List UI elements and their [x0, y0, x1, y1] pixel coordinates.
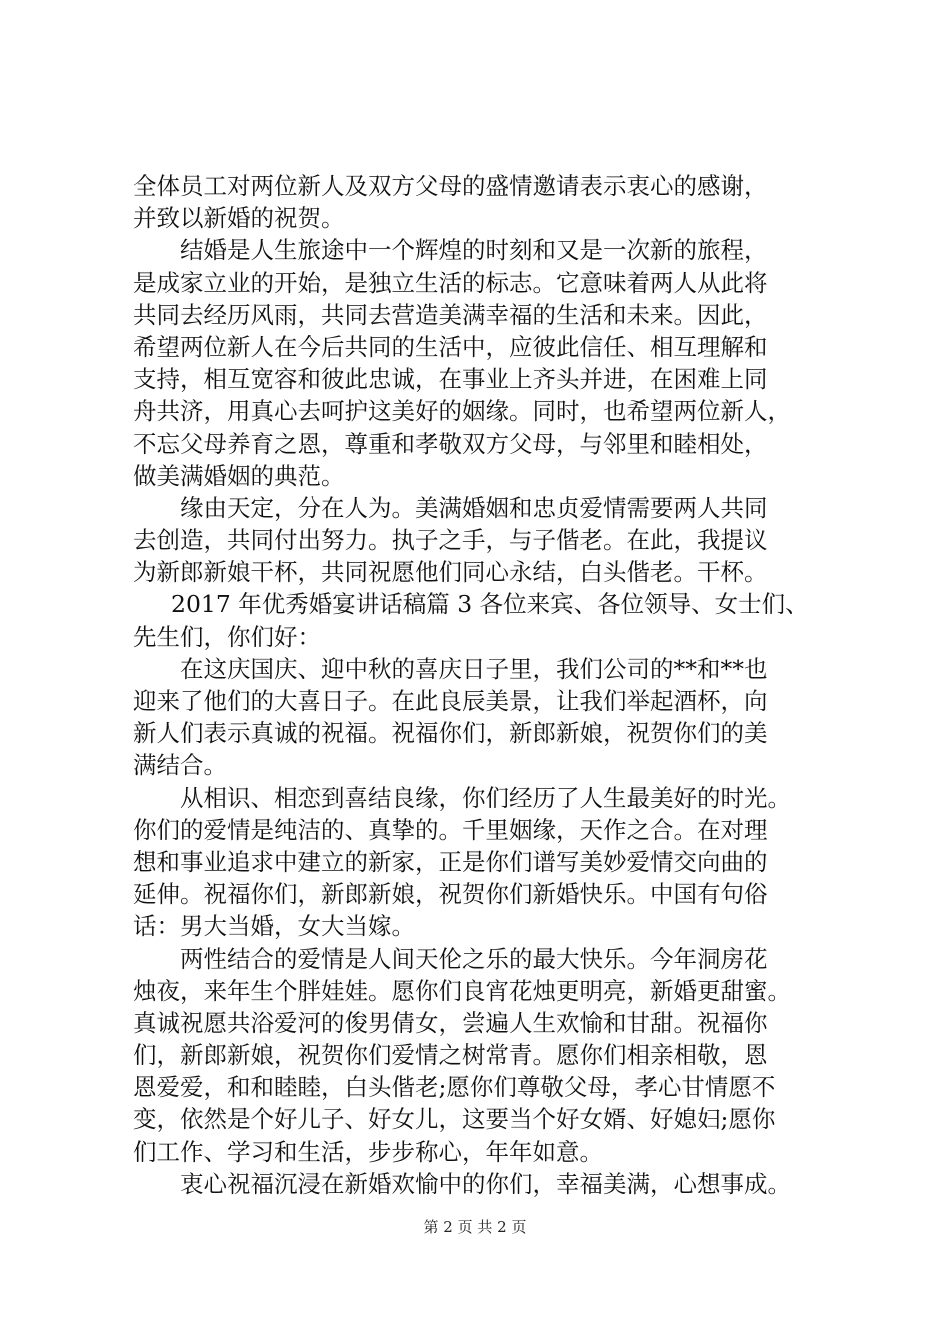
- text-line: 先生们，你们好：: [133, 622, 321, 651]
- text-line: 为新郎新娘干杯，共同祝愿他们同心永结，白头偕老。干杯。: [133, 558, 768, 587]
- text-line: 们工作、学习和生活，步步称心，年年如意。: [133, 1137, 603, 1166]
- text-line: 是成家立业的开始，是独立生活的标志。它意味着两人从此将: [133, 268, 768, 297]
- text-line: 衷心祝福沉浸在新婚欢愉中的你们，幸福美满，心想事成。: [180, 1169, 791, 1198]
- text-line: 全体员工对两位新人及双方父母的盛情邀请表示衷心的感谢，: [133, 172, 768, 200]
- text-line: 做美满婚姻的典范。: [133, 461, 345, 490]
- text-line: 变，依然是个好儿子、好女儿，这要当个好女婿、好媳妇;愿你: [133, 1105, 776, 1134]
- text-line: 从相识、相恋到喜结良缘，你们经历了人生最美好的时光。: [180, 783, 791, 812]
- text-line: 共同去经历风雨，共同去营造美满幸福的生活和未来。因此，: [133, 300, 768, 329]
- text-line: 真诚祝愿共浴爱河的俊男倩女，尝遍人生欢愉和甘甜。祝福你: [133, 1008, 768, 1037]
- text-line: 想和事业追求中建立的新家，正是你们谱写美妙爱情交向曲的: [133, 847, 768, 876]
- text-line: 话：男大当婚，女大当嫁。: [133, 912, 415, 941]
- text-line: 烛夜，来年生个胖娃娃。愿你们良宵花烛更明亮，新婚更甜蜜。: [133, 976, 791, 1005]
- text-line: 两性结合的爱情是人间天伦之乐的最大快乐。今年洞房花: [180, 944, 768, 973]
- text-line: 结婚是人生旅途中一个辉煌的时刻和又是一次新的旅程，: [180, 236, 768, 265]
- text-line: 2017 年优秀婚宴讲话稿篇 3 各位来宾、各位领导、女士们、: [171, 590, 809, 619]
- document-body: [133, 170, 833, 1200]
- text-line: 满结合。: [133, 751, 227, 780]
- page-number-footer: 第 2 页 共 2 页: [423, 1218, 527, 1236]
- text-line: 不忘父母养育之恩，尊重和孝敬双方父母，与邻里和睦相处，: [133, 429, 768, 458]
- text-line: 延伸。祝福你们，新郎新娘，祝贺你们新婚快乐。中国有句俗: [133, 880, 768, 909]
- text-line: 支持，相互宽容和彼此忠诚，在事业上齐头并进，在困难上同: [133, 365, 768, 394]
- text-line: 新人们表示真诚的祝福。祝福你们，新郎新娘，祝贺你们的美: [133, 719, 768, 748]
- text-line: 舟共济，用真心去呵护这美好的姻缘。同时，也希望两位新人，: [133, 397, 791, 426]
- text-line: 们，新郎新娘，祝贺你们爱情之树常青。愿你们相亲相敬，恩: [133, 1041, 768, 1070]
- text-line: 缘由天定，分在人为。美满婚姻和忠贞爱情需要两人共同: [180, 493, 768, 522]
- text-line: 你们的爱情是纯洁的、真挚的。千里姻缘，天作之合。在对理: [133, 815, 768, 844]
- text-line: 迎来了他们的大喜日子。在此良辰美景，让我们举起酒杯，向: [133, 687, 768, 715]
- text-line: 去创造，共同付出努力。执子之手，与子偕老。在此，我提议: [133, 526, 768, 555]
- text-line: 希望两位新人在今后共同的生活中，应彼此信任、相互理解和: [133, 332, 768, 361]
- text-line: 恩爱爱，和和睦睦，白头偕老;愿你们尊敬父母，孝心甘情愿不: [133, 1073, 776, 1102]
- text-line: 在这庆国庆、迎中秋的喜庆日子里，我们公司的**和**也: [180, 654, 768, 683]
- text-line: 并致以新婚的祝贺。: [133, 204, 345, 233]
